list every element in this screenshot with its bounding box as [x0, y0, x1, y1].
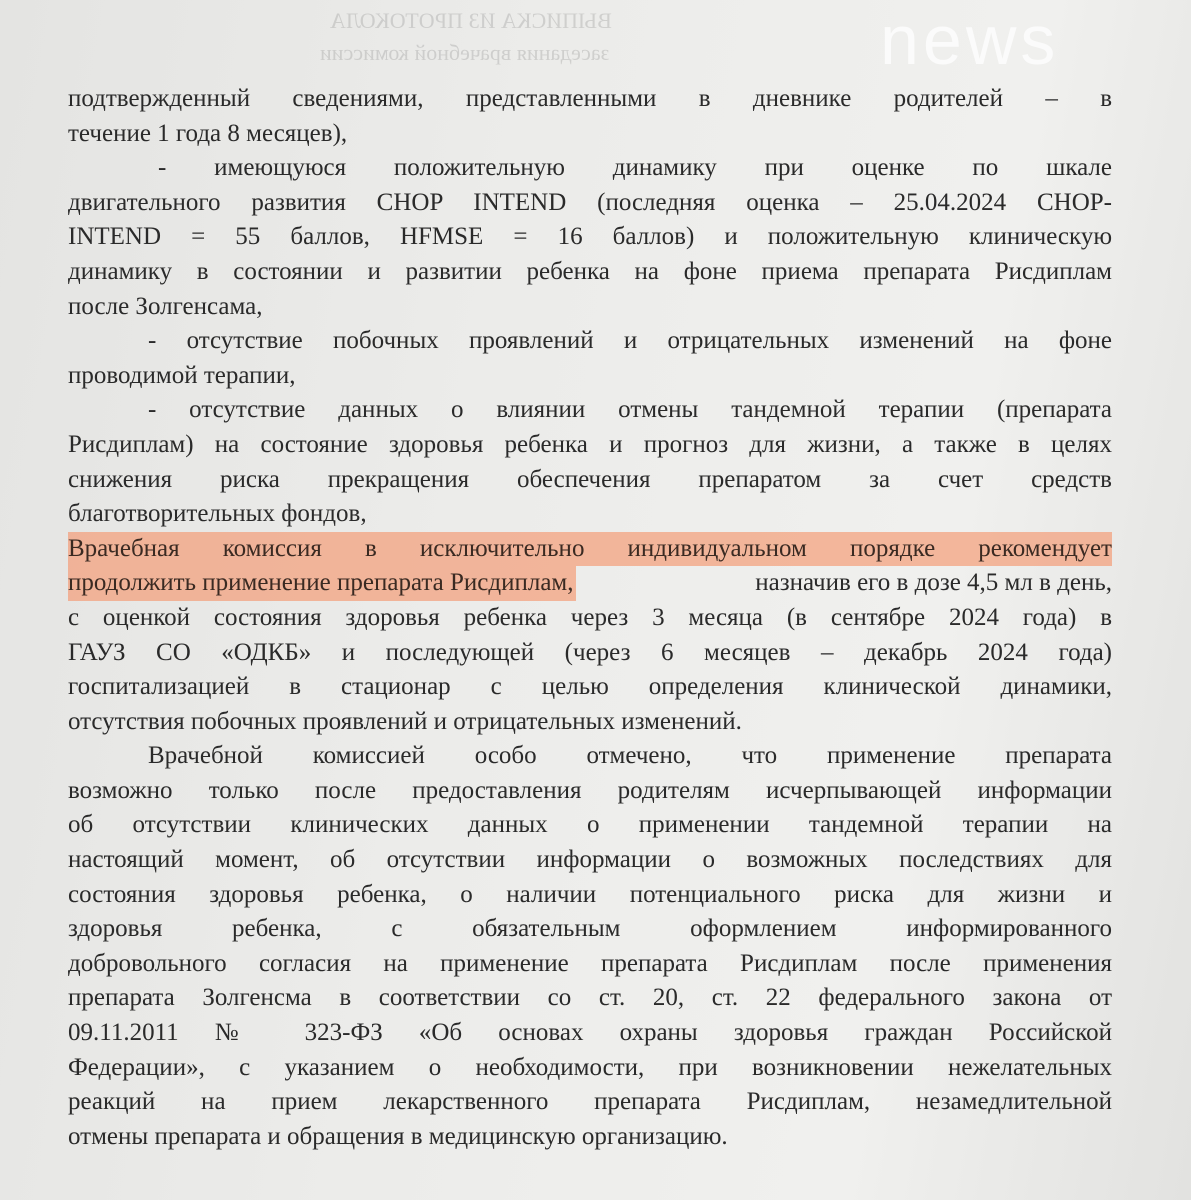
highlighted-text: Врачебная комиссия в исключительно индивидуальном порядке рекомендует	[68, 532, 1112, 567]
text-line: - отсутствие побочных проявлений и отрицательных изменений на фоне	[148, 327, 1112, 355]
text-line: подтвержденный сведениями, представленными в дневнике родителей – в	[68, 85, 1112, 112]
text-line: состояния здоровья ребенка, о наличии потенциального риска для жизни и	[68, 880, 1112, 908]
text-line: ГАУЗ СО «ОДКБ» и последующей (через 6 месяцев – декабрь 2024 года)	[68, 638, 1112, 666]
text-line: - отсутствие данных о влиянии отмены тандемной терапии (препарата	[148, 396, 1112, 424]
text-line: отсутствия побочных проявлений и отрицательных изменений.	[68, 707, 742, 735]
bleed-through-text: заседания врачебной комиссии	[320, 40, 610, 65]
text-line	[68, 566, 1112, 601]
text-line: госпитализацией в стационар с целью определения клинической динамики,	[68, 673, 1112, 701]
text-line: снижения риска прекращения обеспечения препаратом за счет средств	[68, 465, 1112, 493]
text-line: течение 1 года 8 месяцев),	[68, 119, 348, 147]
text-line: реакций на прием лекарственного препарата Рисдиплам, незамедлительной	[68, 1088, 1112, 1116]
text-line: - имеющуюся положительную динамику при оценке по шкале	[158, 154, 1112, 182]
text-line: INTEND = 55 баллов, HFMSE = 16 баллов) и положительную клиническую	[68, 223, 1112, 251]
text-line: с оценкой состояния здоровья ребенка через 3 месяца (в сентябре 2024 года) в	[68, 603, 1112, 631]
text-line: Рисдиплам) на состояние здоровья ребенка и прогноз для жизни, а также в целях	[68, 430, 1112, 458]
highlighted-text: продолжить применение препарата Рисдиплам,	[68, 566, 573, 601]
text-line: 09.11.2011 № 323-ФЗ «Об основах охраны здоровья граждан Российской	[68, 1019, 1112, 1047]
text-line: здоровья ребенка, с обязательным оформлением информированного	[68, 915, 1112, 943]
text-line: отмены препарата и обращения в медицинскую организацию.	[68, 1122, 728, 1150]
text-line: после Золгенсама,	[68, 292, 263, 320]
text-line: возможно только после предоставления родителям исчерпывающей информации	[68, 776, 1112, 804]
document-page	[68, 82, 1112, 1154]
text-line: препарата Золгенсма в соответствии со ст. 20, ст. 22 федерального закона от	[68, 984, 1112, 1012]
text-line: добровольного согласия на применение препарата Рисдиплам после применения	[68, 949, 1112, 977]
text-fragment: назначив его в дозе 4,5 мл в день,	[755, 569, 1112, 597]
bleed-through-text: ВЫПИСКА ИЗ ПРОТОКОЛА	[330, 8, 612, 33]
text-line: об отсутствии клинических данных о применении тандемной терапии на	[68, 811, 1112, 839]
text-line	[68, 532, 1112, 567]
text-line: динамику в состоянии и развитии ребенка на фоне приема препарата Рисдиплам	[68, 257, 1112, 285]
text-line: Федерации», с указанием о необходимости, при возникновении нежелательных	[68, 1053, 1112, 1081]
watermark: news	[880, 1, 1060, 79]
text-line: Врачебной комиссией особо отмечено, что применение препарата	[148, 742, 1112, 770]
text-line: проводимой терапии,	[68, 361, 296, 389]
text-line: двигательного развития CHOP INTEND (последняя оценка – 25.04.2024 CHOP-	[68, 188, 1112, 216]
text-line: настоящий момент, об отсутствии информации о возможных последствиях для	[68, 846, 1112, 874]
text-line: благотворительных фондов,	[68, 500, 367, 528]
